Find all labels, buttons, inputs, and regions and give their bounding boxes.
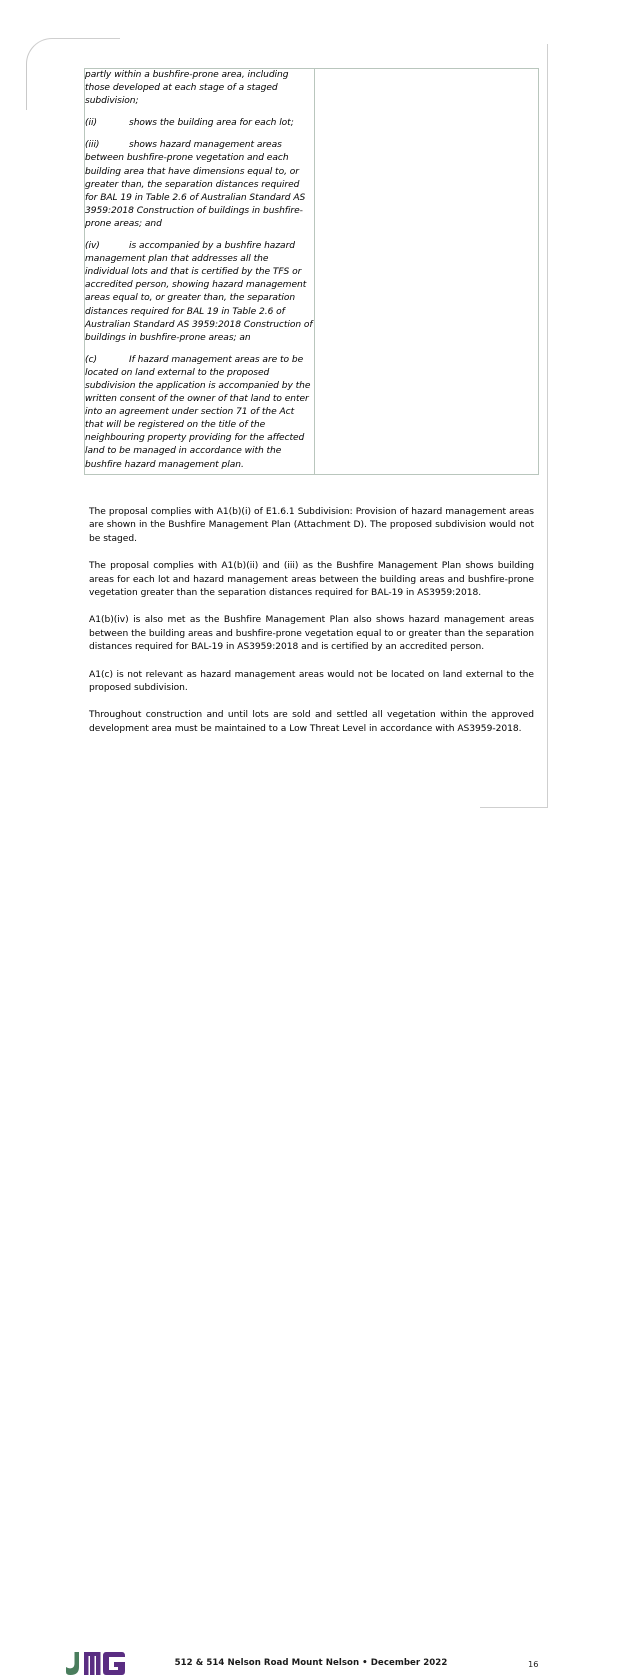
body-text-block	[89, 506, 534, 736]
frame-mask-bottom	[20, 800, 480, 816]
clause-text: shows hazard management areas between bushfire-prone vegetation and each building area that have dimensions equal to, or greater than, the separation distances required for BAL 19 in Table 2.6 of Australian Standard AS 3959:2018 Construction of buildings in bushfire-prone areas; and	[85, 140, 306, 229]
clause-paragraph-ii	[85, 117, 314, 130]
body-paragraph: A1(b)(iv) is also met as the Bushfire Management Plan also shows hazard management areas between the building areas and bushfire-prone vegetation equal to or greater than the separation distances required for BAL-19 in AS3959:2018 and is certified by an accredited person.	[89, 615, 534, 653]
clause-marker: (ii)	[85, 118, 97, 129]
page-number: 16	[528, 1659, 539, 1669]
body-paragraph: The proposal complies with A1(b)(ii) and (iii) as the Bushfire Management Plan shows building areas for each lot and hazard management areas between the building areas and bushfire-prone vegetation greater than the separation distances required for BAL-19 in AS3959:2018.	[89, 561, 534, 599]
clause-paragraph-c	[85, 354, 314, 472]
frame-mask-left	[20, 110, 34, 815]
clause-marker: (iv)	[85, 241, 100, 252]
body-paragraph: Throughout construction and until lots are sold and settled all vegetation within the approved development area must be maintained to a Low Threat Level in accordance with AS3959-2018.	[89, 710, 534, 734]
standard-clause-table	[84, 68, 539, 475]
blank-response-cell	[315, 69, 539, 475]
body-paragraph: The proposal complies with A1(b)(i) of E1.6.1 Subdivision: Provision of hazard management areas are shown in the Bushfire Management Plan (Attachment D). The proposed subdivision would not be staged.	[89, 507, 534, 544]
frame-mask-top	[120, 30, 560, 44]
clause-paragraph-continuation	[85, 69, 314, 108]
clause-text: shows the building area for each lot;	[129, 118, 294, 129]
table-row	[85, 69, 539, 475]
clause-cell	[85, 69, 315, 475]
clause-text: If hazard management areas are to be located on land external to the proposed subdivision the application is accompanied by the written consent of the owner of that land to enter into an agreement under section 71 of the Act that will be registered on the title of the neighbouring property providing for the affected land to be managed in accordance with the bushfire hazard management plan.	[85, 354, 311, 470]
footer-title: 512 & 514 Nelson Road Mount Nelson • December 2022	[174, 1658, 448, 1668]
clause-paragraph-iv	[85, 240, 314, 345]
page-footer	[0, 824, 622, 1669]
clause-text: partly within a bushfire-prone area, including those developed at each stage of a staged subdivision;	[85, 70, 289, 107]
clause-marker: (c)	[85, 354, 97, 365]
body-paragraph: A1(c) is not relevant as hazard management areas would not be located on land external to the proposed subdivision.	[89, 669, 534, 694]
clause-paragraph-iii	[85, 139, 314, 231]
clause-marker: (iii)	[85, 140, 100, 151]
clause-text: is accompanied by a bushfire hazard management plan that addresses all the individual lots and that is certified by the TFS or accredited person, showing hazard management areas equal to, or greater than, the separation distances required for BAL 19 in Table 2.6 of Australian Standard AS 3959:2018 Construction of buildings in bushfire-prone areas; an	[85, 241, 313, 343]
